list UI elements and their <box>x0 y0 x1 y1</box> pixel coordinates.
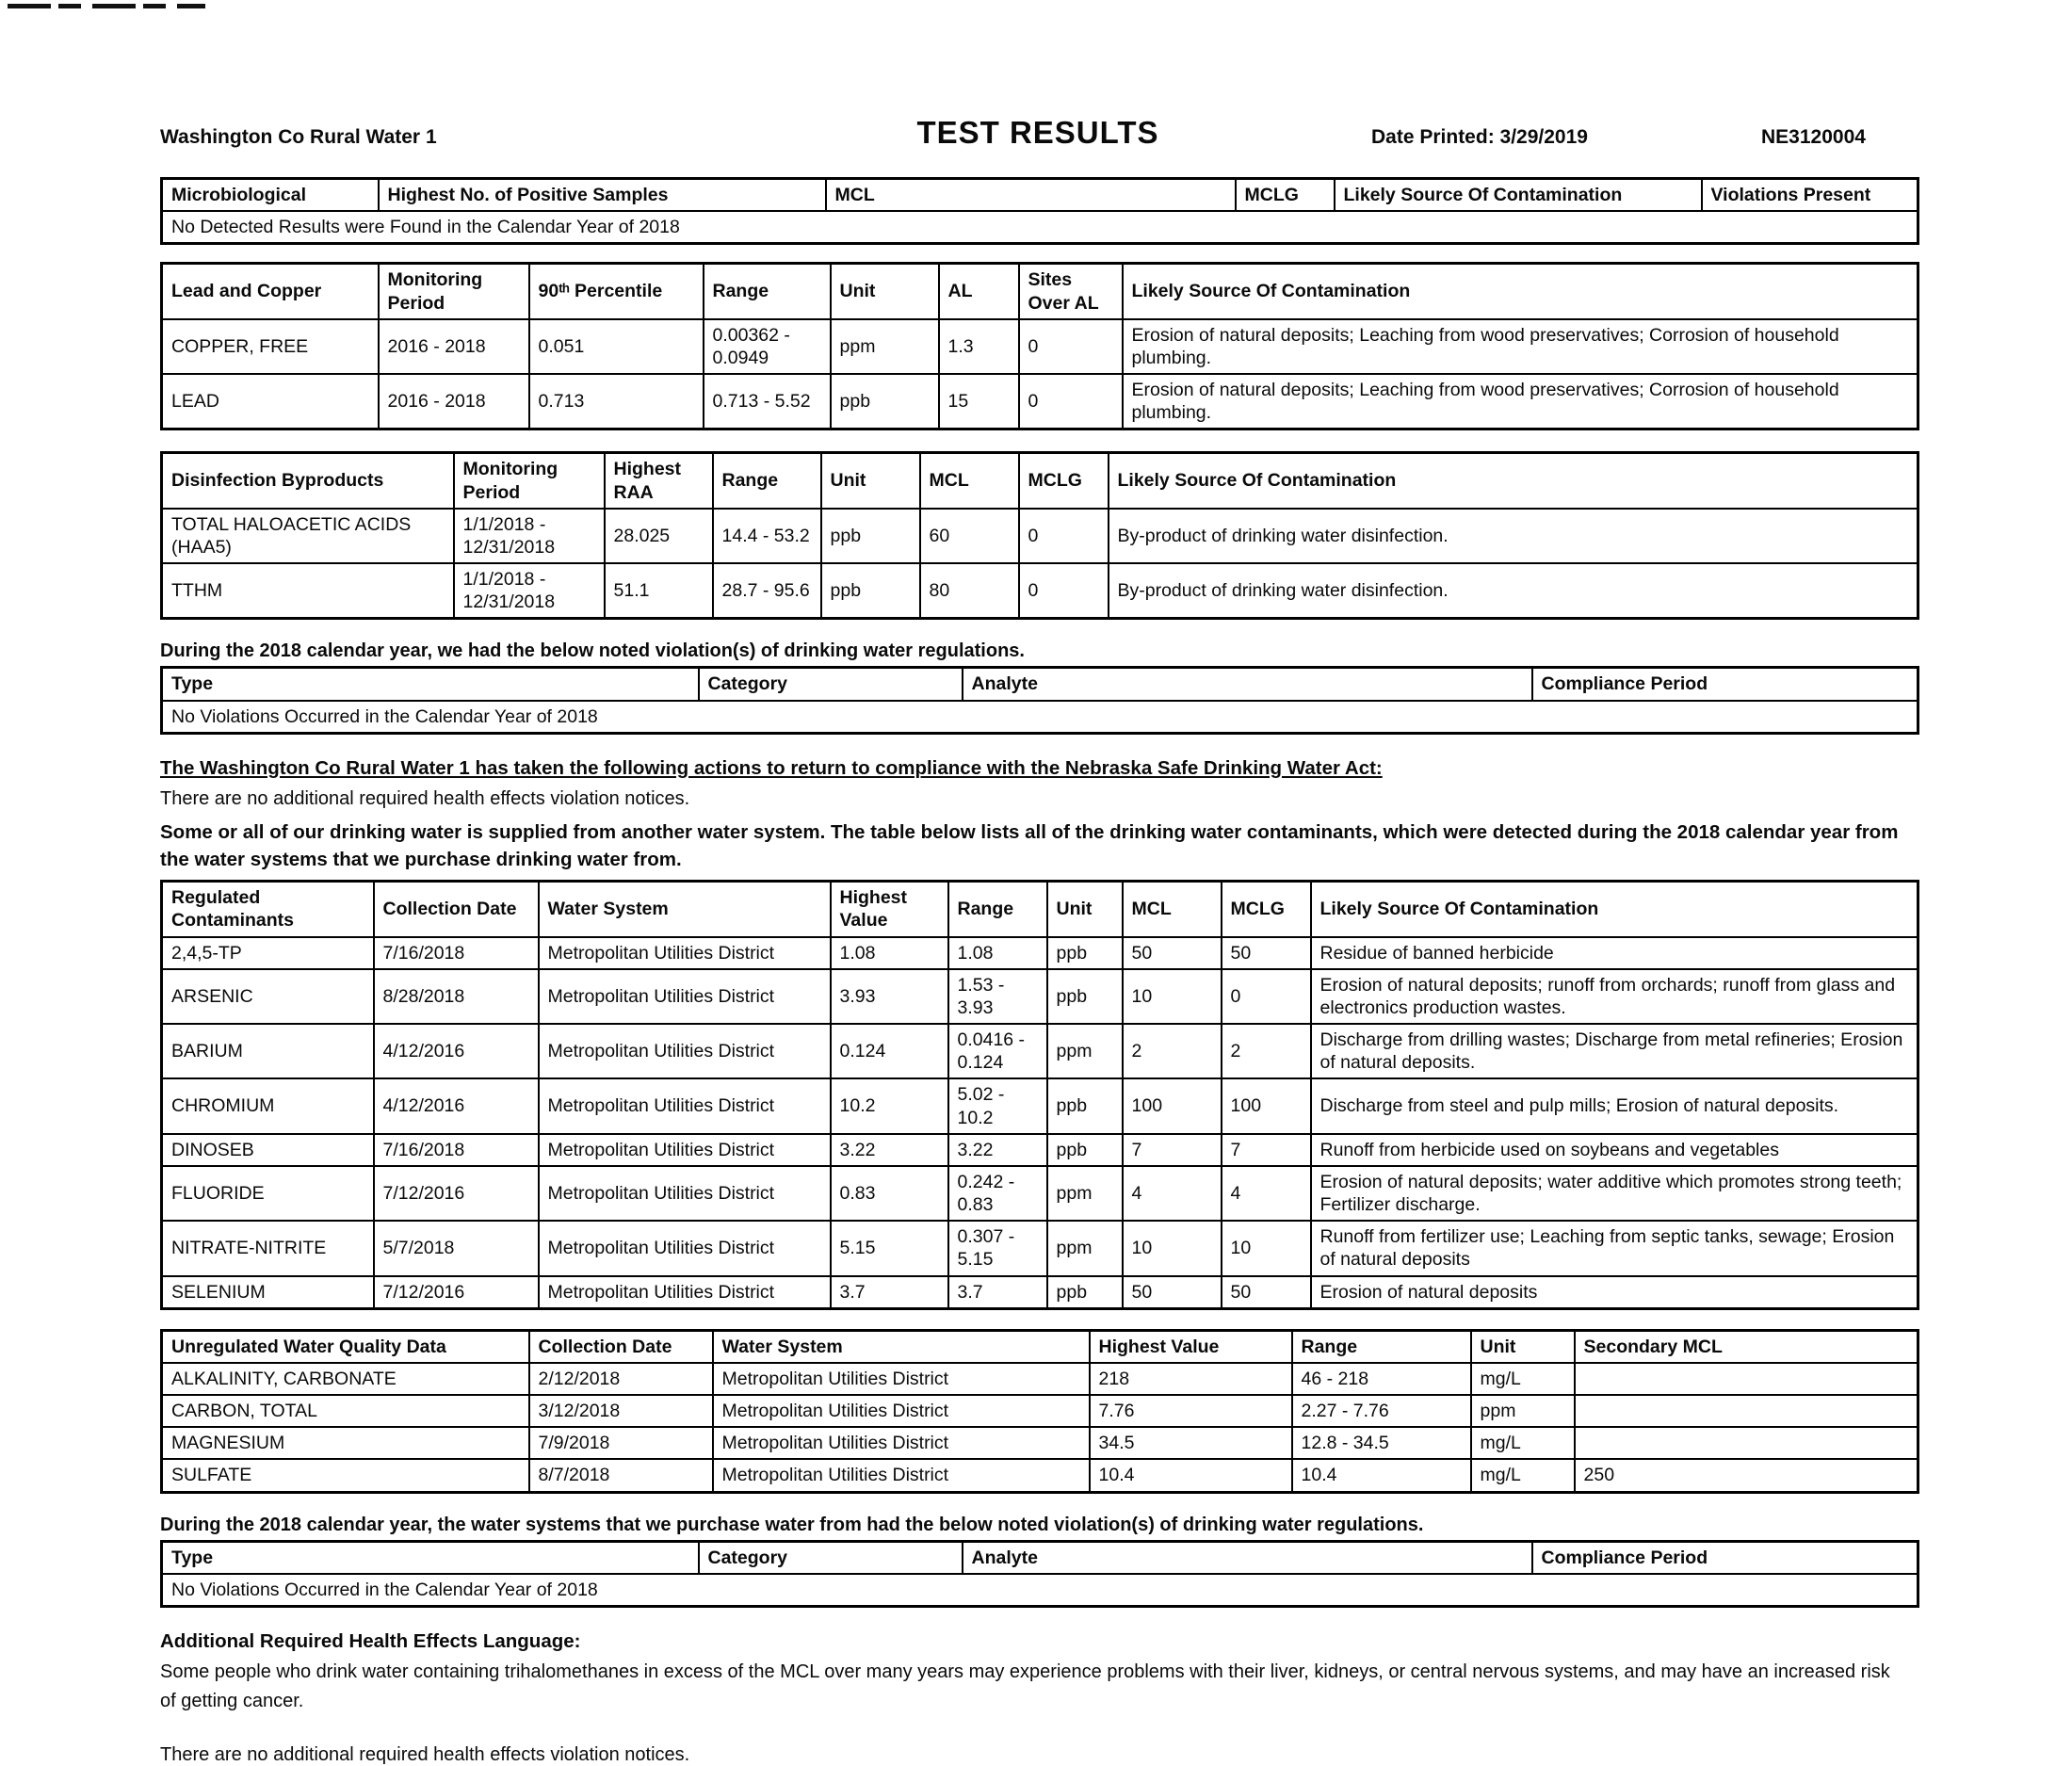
cell-system: Metropolitan Utilities District <box>539 1166 831 1221</box>
cell-unit: mg/L <box>1471 1459 1575 1492</box>
cell-period: 2016 - 2018 <box>379 374 529 429</box>
lead-copper-header-row <box>162 264 1918 319</box>
pws-id: NE3120004 <box>1761 126 1866 148</box>
local-violations-intro: During the 2018 calendar year, we had the below noted violation(s) of drinking water regulations. <box>160 640 1025 662</box>
cell-mcl: 50 <box>1123 1276 1222 1309</box>
purchased-violations-table <box>160 1540 1919 1608</box>
cell-date: 2/12/2018 <box>529 1363 713 1395</box>
cell-highest-raa: 28.025 <box>605 509 713 563</box>
regulated-contaminants-table <box>160 880 1919 1310</box>
cell-date: 8/7/2018 <box>529 1459 713 1492</box>
col-unit: Unit <box>1047 882 1123 937</box>
col-range: Range <box>948 882 1047 937</box>
cell-analyte: MAGNESIUM <box>162 1427 529 1459</box>
col-mcl: MCL <box>826 179 1236 212</box>
cell-system: Metropolitan Utilities District <box>713 1395 1090 1427</box>
cell-analyte: SELENIUM <box>162 1276 374 1309</box>
health-effects-note: There are no additional required health effects violation notices. <box>160 1743 690 1765</box>
cell-unit: ppb <box>1047 969 1123 1024</box>
table-row <box>162 374 1918 429</box>
cell-unit: ppb <box>1047 1134 1123 1166</box>
cell-mcl: 10 <box>1123 969 1222 1024</box>
cell-mclg: 100 <box>1222 1078 1311 1133</box>
cell-date: 7/9/2018 <box>529 1427 713 1459</box>
col-collection-date: Collection Date <box>529 1330 713 1363</box>
water-system-name: Washington Co Rural Water 1 <box>160 126 437 148</box>
cell-analyte: SULFATE <box>162 1459 529 1492</box>
col-category: Category <box>699 1541 963 1574</box>
col-source: Likely Source Of Contamination <box>1109 453 1918 509</box>
col-microbiological: Microbiological <box>162 179 379 212</box>
microbiological-no-results-row <box>162 211 1918 244</box>
table-row <box>162 1427 1918 1459</box>
cell-unit: mg/L <box>1471 1363 1575 1395</box>
cell-percentile: 0.713 <box>529 374 704 429</box>
microbiological-header-row <box>162 179 1918 212</box>
cell-analyte: COPPER, FREE <box>162 319 379 374</box>
cell-highest: 0.83 <box>831 1166 948 1221</box>
cell-unit: ppb <box>821 563 920 619</box>
cell-mclg: 50 <box>1222 1276 1311 1309</box>
cell-range: 0.242 - 0.83 <box>948 1166 1047 1221</box>
cell-source: Runoff from herbicide used on soybeans and vegetables <box>1311 1134 1918 1166</box>
cell-analyte: TTHM <box>162 563 454 619</box>
col-type: Type <box>162 668 699 701</box>
cell-range: 1.08 <box>948 937 1047 969</box>
cell-analyte: NITRATE-NITRITE <box>162 1221 374 1275</box>
cell-unit: ppm <box>831 319 939 374</box>
cell-unit: ppm <box>1047 1221 1123 1275</box>
cell-sites-over-al: 0 <box>1019 319 1123 374</box>
cell-mcl: 2 <box>1123 1024 1222 1078</box>
cell-analyte: CARBON, TOTAL <box>162 1395 529 1427</box>
cell-range: 3.22 <box>948 1134 1047 1166</box>
col-analyte: Analyte <box>963 668 1532 701</box>
col-unregulated-data: Unregulated Water Quality Data <box>162 1330 529 1363</box>
cell-date: 8/28/2018 <box>374 969 539 1024</box>
cell-mcl: 60 <box>920 509 1019 563</box>
col-positive-samples: Highest No. of Positive Samples <box>379 179 826 212</box>
cell-sites-over-al: 0 <box>1019 374 1123 429</box>
health-effects-paragraph: Some people who drink water containing trihalomethanes in excess of the MCL over many years may experience problems with their liver, kidneys, or central nervous systems, and may have an increased risk of getting cancer. <box>160 1661 1890 1711</box>
col-mclg: MCLG <box>1236 179 1335 212</box>
no-results-message: No Detected Results were Found in the Calendar Year of 2018 <box>162 211 1918 244</box>
cell-range: 0.0416 - 0.124 <box>948 1024 1047 1078</box>
col-violations-present: Violations Present <box>1702 179 1918 212</box>
col-highest-value: Highest Value <box>1090 1330 1292 1363</box>
col-compliance-period: Compliance Period <box>1532 668 1918 701</box>
cell-date: 7/16/2018 <box>374 937 539 969</box>
cell-mclg: 2 <box>1222 1024 1311 1078</box>
cell-period: 1/1/2018 - 12/31/2018 <box>454 509 605 563</box>
cell-mcl: 10 <box>1123 1221 1222 1275</box>
cell-date: 4/12/2016 <box>374 1024 539 1078</box>
col-monitoring-period: Monitoring Period <box>379 264 529 319</box>
col-secondary-mcl: Secondary MCL <box>1575 1330 1918 1363</box>
col-water-system: Water System <box>539 882 831 937</box>
cell-highest: 34.5 <box>1090 1427 1292 1459</box>
cell-source: By-product of drinking water disinfection. <box>1109 563 1918 619</box>
col-mcl: MCL <box>1123 882 1222 937</box>
cell-mclg: 0 <box>1222 969 1311 1024</box>
cell-range: 5.02 - 10.2 <box>948 1078 1047 1133</box>
col-90th-percentile: 90ᵗʰ Percentile <box>529 264 704 319</box>
cell-highest: 7.76 <box>1090 1395 1292 1427</box>
col-disinfection-byproducts: Disinfection Byproducts <box>162 453 454 509</box>
cell-secondary-mcl <box>1575 1395 1918 1427</box>
table-row <box>162 1166 1918 1221</box>
col-unit: Unit <box>1471 1330 1575 1363</box>
cell-secondary-mcl: 250 <box>1575 1459 1918 1492</box>
disinfection-header-row <box>162 453 1918 509</box>
purchased-water-intro: Some or all of our drinking water is supplied from another water system. The table below lists all of the drinking water contaminants, which were detected during the 2018 calendar year from the water systems that we purchase drinking water from. <box>160 820 1899 871</box>
col-monitoring-period: Monitoring Period <box>454 453 605 509</box>
cell-analyte: LEAD <box>162 374 379 429</box>
col-collection-date: Collection Date <box>374 882 539 937</box>
col-type: Type <box>162 1541 699 1574</box>
table-row <box>162 319 1918 374</box>
cell-source: Erosion of natural deposits; Leaching from wood preservatives; Corrosion of household plumbing. <box>1123 319 1918 374</box>
no-violations-row <box>162 701 1918 734</box>
compliance-note: There are no additional required health effects violation notices. <box>160 787 690 809</box>
regulated-header-row <box>162 882 1918 937</box>
cell-analyte: BARIUM <box>162 1024 374 1078</box>
cell-date: 7/12/2016 <box>374 1276 539 1309</box>
col-range: Range <box>704 264 831 319</box>
lead-copper-table <box>160 262 1919 430</box>
cell-mclg: 10 <box>1222 1221 1311 1275</box>
cell-unit: ppm <box>1047 1166 1123 1221</box>
col-lead-copper: Lead and Copper <box>162 264 379 319</box>
cell-system: Metropolitan Utilities District <box>539 1078 831 1133</box>
cell-unit: mg/L <box>1471 1427 1575 1459</box>
table-row <box>162 563 1918 619</box>
cell-analyte: ALKALINITY, CARBONATE <box>162 1363 529 1395</box>
cell-unit: ppb <box>821 509 920 563</box>
cell-analyte: ARSENIC <box>162 969 374 1024</box>
col-mclg: MCLG <box>1019 453 1109 509</box>
cell-system: Metropolitan Utilities District <box>713 1427 1090 1459</box>
cell-mclg: 4 <box>1222 1166 1311 1221</box>
col-mcl: MCL <box>920 453 1019 509</box>
no-violations-message: No Violations Occurred in the Calendar Year of 2018 <box>162 1574 1918 1607</box>
cell-source: Discharge from drilling wastes; Discharge from metal refineries; Erosion of natural deposits. <box>1311 1024 1918 1078</box>
col-highest-raa: Highest RAA <box>605 453 713 509</box>
local-violations-table <box>160 666 1919 734</box>
table-row <box>162 937 1918 969</box>
purchased-violations-intro: During the 2018 calendar year, the water systems that we purchase water from had the below noted violation(s) of drinking water regulations. <box>160 1514 1424 1535</box>
cell-secondary-mcl <box>1575 1363 1918 1395</box>
cell-system: Metropolitan Utilities District <box>539 1221 831 1275</box>
col-water-system: Water System <box>713 1330 1090 1363</box>
cell-unit: ppb <box>1047 1078 1123 1133</box>
cell-range: 0.713 - 5.52 <box>704 374 831 429</box>
cell-mcl: 100 <box>1123 1078 1222 1133</box>
disinfection-byproducts-table <box>160 451 1919 620</box>
cell-mclg: 50 <box>1222 937 1311 969</box>
table-row <box>162 969 1918 1024</box>
report-header <box>160 115 1917 158</box>
cell-highest: 3.22 <box>831 1134 948 1166</box>
col-compliance-period: Compliance Period <box>1532 1541 1918 1574</box>
cell-secondary-mcl <box>1575 1427 1918 1459</box>
cell-source: Erosion of natural deposits; Leaching from wood preservatives; Corrosion of household plumbing. <box>1123 374 1918 429</box>
cell-highest: 0.124 <box>831 1024 948 1078</box>
cell-range: 28.7 - 95.6 <box>713 563 821 619</box>
cell-range: 2.27 - 7.76 <box>1292 1395 1471 1427</box>
cell-highest: 5.15 <box>831 1221 948 1275</box>
cell-mclg: 7 <box>1222 1134 1311 1166</box>
cell-source: Runoff from fertilizer use; Leaching from septic tanks, sewage; Erosion of natural deposits <box>1311 1221 1918 1275</box>
cell-system: Metropolitan Utilities District <box>539 1276 831 1309</box>
no-violations-row <box>162 1574 1918 1607</box>
cell-source: Residue of banned herbicide <box>1311 937 1918 969</box>
col-mclg: MCLG <box>1222 882 1311 937</box>
cell-system: Metropolitan Utilities District <box>713 1459 1090 1492</box>
compliance-actions-heading: The Washington Co Rural Water 1 has taken the following actions to return to compliance with the Nebraska Safe Drinking Water Act: <box>160 756 1383 779</box>
table-row <box>162 1459 1918 1492</box>
cell-mcl: 7 <box>1123 1134 1222 1166</box>
cell-highest: 10.4 <box>1090 1459 1292 1492</box>
cell-mclg: 0 <box>1019 509 1109 563</box>
cell-highest-raa: 51.1 <box>605 563 713 619</box>
cell-highest: 218 <box>1090 1363 1292 1395</box>
cell-source: Erosion of natural deposits; water additive which promotes strong teeth; Fertilizer discharge. <box>1311 1166 1918 1221</box>
cell-system: Metropolitan Utilities District <box>713 1363 1090 1395</box>
cell-mcl: 50 <box>1123 937 1222 969</box>
cell-analyte: DINOSEB <box>162 1134 374 1166</box>
cell-system: Metropolitan Utilities District <box>539 1024 831 1078</box>
cell-unit: ppb <box>1047 1276 1123 1309</box>
table-row <box>162 1024 1918 1078</box>
table-row <box>162 1078 1918 1133</box>
cell-mcl: 80 <box>920 563 1019 619</box>
microbiological-table <box>160 177 1919 245</box>
cell-highest: 3.93 <box>831 969 948 1024</box>
col-range: Range <box>713 453 821 509</box>
table-row <box>162 1221 1918 1275</box>
cell-date: 7/12/2016 <box>374 1166 539 1221</box>
cell-percentile: 0.051 <box>529 319 704 374</box>
cell-al: 1.3 <box>939 319 1019 374</box>
table-row <box>162 1134 1918 1166</box>
cell-period: 2016 - 2018 <box>379 319 529 374</box>
cell-system: Metropolitan Utilities District <box>539 1134 831 1166</box>
cell-range: 12.8 - 34.5 <box>1292 1427 1471 1459</box>
cell-unit: ppm <box>1471 1395 1575 1427</box>
cell-period: 1/1/2018 - 12/31/2018 <box>454 563 605 619</box>
cell-date: 3/12/2018 <box>529 1395 713 1427</box>
cell-source: Erosion of natural deposits <box>1311 1276 1918 1309</box>
col-range: Range <box>1292 1330 1471 1363</box>
cell-range: 0.307 - 5.15 <box>948 1221 1047 1275</box>
cell-range: 1.53 - 3.93 <box>948 969 1047 1024</box>
cell-date: 5/7/2018 <box>374 1221 539 1275</box>
cell-range: 0.00362 - 0.0949 <box>704 319 831 374</box>
col-source: Likely Source Of Contamination <box>1123 264 1918 319</box>
col-al: AL <box>939 264 1019 319</box>
cell-system: Metropolitan Utilities District <box>539 937 831 969</box>
cell-date: 4/12/2016 <box>374 1078 539 1133</box>
cell-source: Erosion of natural deposits; runoff from orchards; runoff from glass and electronics production wastes. <box>1311 969 1918 1024</box>
report-title: TEST RESULTS <box>916 115 1159 150</box>
cell-system: Metropolitan Utilities District <box>539 969 831 1024</box>
table-row <box>162 1395 1918 1427</box>
col-analyte: Analyte <box>963 1541 1532 1574</box>
test-results-document <box>160 0 1917 1766</box>
cell-mcl: 4 <box>1123 1166 1222 1221</box>
col-regulated-contaminants: Regulated Contaminants <box>162 882 374 937</box>
date-printed: Date Printed: 3/29/2019 <box>1371 126 1588 148</box>
cell-range: 10.4 <box>1292 1459 1471 1492</box>
cell-analyte: FLUORIDE <box>162 1166 374 1221</box>
cell-source: By-product of drinking water disinfection. <box>1109 509 1918 563</box>
cell-analyte: CHROMIUM <box>162 1078 374 1133</box>
col-source: Likely Source Of Contamination <box>1335 179 1702 212</box>
no-violations-message: No Violations Occurred in the Calendar Year of 2018 <box>162 701 1918 734</box>
cell-range: 14.4 - 53.2 <box>713 509 821 563</box>
health-effects-heading: Additional Required Health Effects Language: <box>160 1629 581 1652</box>
cell-highest: 1.08 <box>831 937 948 969</box>
cell-al: 15 <box>939 374 1019 429</box>
violations-header-row <box>162 668 1918 701</box>
cell-range: 46 - 218 <box>1292 1363 1471 1395</box>
table-row <box>162 509 1918 563</box>
unregulated-data-table <box>160 1329 1919 1494</box>
col-category: Category <box>699 668 963 701</box>
col-unit: Unit <box>821 453 920 509</box>
col-highest-value: Highest Value <box>831 882 948 937</box>
col-source: Likely Source Of Contamination <box>1311 882 1918 937</box>
cell-mclg: 0 <box>1019 563 1109 619</box>
cell-analyte: TOTAL HALOACETIC ACIDS (HAA5) <box>162 509 454 563</box>
table-row <box>162 1276 1918 1309</box>
cell-unit: ppb <box>1047 937 1123 969</box>
violations-header-row <box>162 1541 1918 1574</box>
col-unit: Unit <box>831 264 939 319</box>
cell-range: 3.7 <box>948 1276 1047 1309</box>
cell-date: 7/16/2018 <box>374 1134 539 1166</box>
cell-highest: 10.2 <box>831 1078 948 1133</box>
cell-analyte: 2,4,5-TP <box>162 937 374 969</box>
cell-highest: 3.7 <box>831 1276 948 1309</box>
unregulated-header-row <box>162 1330 1918 1363</box>
table-row <box>162 1363 1918 1395</box>
cell-unit: ppm <box>1047 1024 1123 1078</box>
col-sites-over-al: Sites Over AL <box>1019 264 1123 319</box>
cell-unit: ppb <box>831 374 939 429</box>
cell-source: Discharge from steel and pulp mills; Erosion of natural deposits. <box>1311 1078 1918 1133</box>
